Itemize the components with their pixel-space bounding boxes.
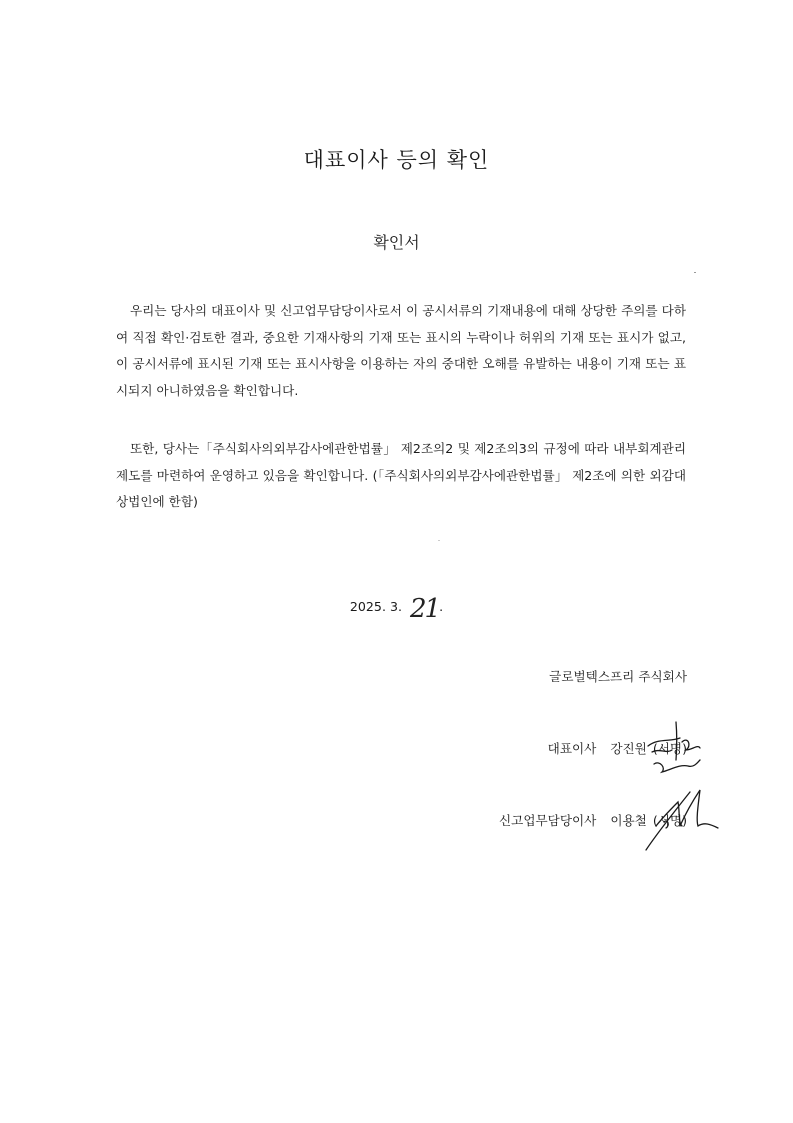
- signer-role: 신고업무담당이사: [499, 813, 597, 828]
- signature-mark-label: (서명): [652, 741, 687, 756]
- page-title: 대표이사 등의 확인: [303, 148, 490, 172]
- date-suffix: .: [439, 599, 444, 614]
- signature-mark-label: (서명): [652, 813, 687, 828]
- signer-name: 강진원: [610, 741, 647, 756]
- signer-disclosure-officer: [499, 810, 687, 829]
- signer-ceo: [548, 738, 687, 757]
- company-name: 글로벌텍스프리 주식회사: [549, 669, 687, 684]
- internal-control-paragraph: 또한, 당사는「주식회사의외부감사에관한법률」 제2조의2 및 제2조의3의 규정에 따라 내부회계관리제도를 마련하여 운영하고 있음을 확인합니다. (「주식회사의외부감사에관한법률」 제2조에 의한 외감대상법인에 한함): [116, 441, 686, 509]
- scan-speck: [694, 272, 696, 273]
- document-date: [0, 594, 793, 624]
- confirmation-paragraph: 우리는 당사의 대표이사 및 신고업무담당이사로서 이 공시서류의 기재내용에 대해 상당한 주의를 다하여 직접 확인·검토한 결과, 중요한 기재사항의 기재 또는 표시의 누락이나 허위의 기재 또는 표시가 없고, 이 공시서류에 표시된 기재 또는 표시사항을 이용하는 자의 중대한 오해를 유발하는 내용이 기재 또는 표시되지 아니하였음을 확인합니다.: [116, 303, 686, 398]
- scan-speck: [438, 540, 440, 541]
- document-subtitle: 확인서: [373, 233, 420, 252]
- date-prefix: 2025. 3.: [349, 599, 402, 614]
- date-day-handwritten: 21: [409, 594, 440, 624]
- signer-name: 이용철: [610, 813, 647, 828]
- signer-role: 대표이사: [547, 741, 597, 756]
